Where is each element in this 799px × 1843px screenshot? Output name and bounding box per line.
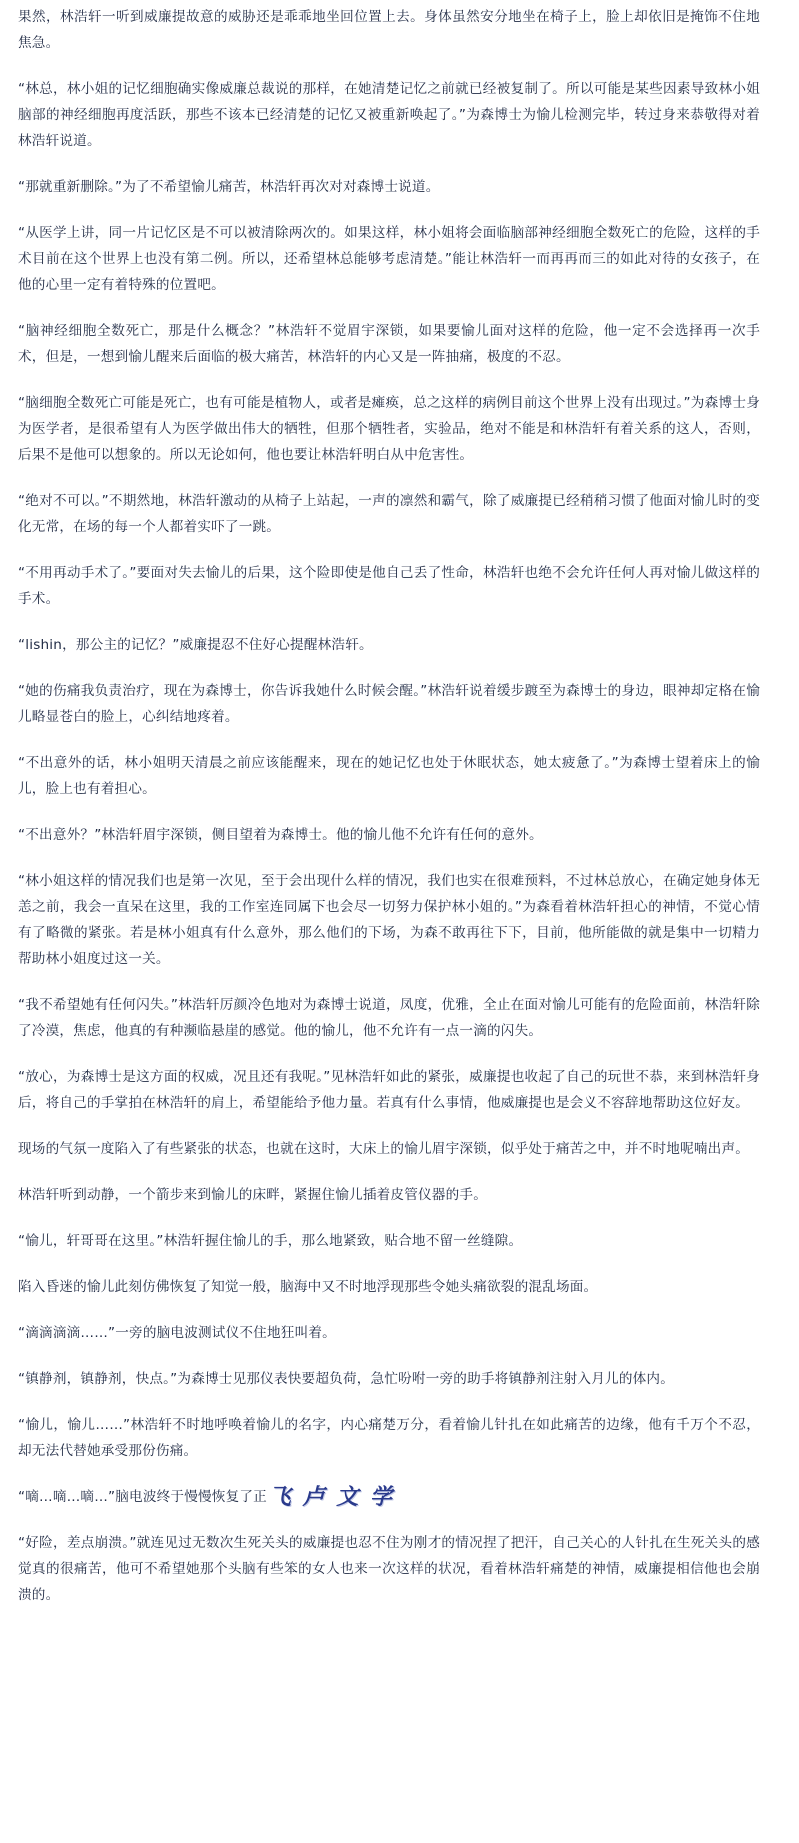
paragraph: 林浩轩听到动静，一个箭步来到愉儿的床畔，紧握住愉儿插着皮管仪器的手。	[18, 1187, 487, 1203]
paragraph: “绝对不可以。”不期然地，林浩轩激动的从椅子上站起，一声的凛然和霸气，除了威廉提已经稍稍习惯了他面对愉儿时的变化无常，在场的每一个人都着实吓了一跳。	[18, 493, 760, 535]
paragraph: “滴滴滴滴……”一旁的脑电波测试仪不住地狂叫着。	[18, 1325, 336, 1341]
paragraph-with-watermark	[18, 1484, 760, 1510]
paragraph: “林小姐这样的情况我们也是第一次见，至于会出现什么样的情况，我们也实在很难预料，不过林总放心，在确定她身体无恙之前，我会一直呆在这里，我的工作室连同属下也会尽一切努力保护林小姐的。”为森看着林浩轩担心的神情，不觉心情有了略微的紧张。若是林小姐真有什么意外，那么他们的下场，为森不敢再往下下，目前，他所能做的就是集中一切精力帮助林小姐度过这一关。	[18, 873, 760, 967]
paragraph: “镇静剂，镇静剂，快点。”为森博士见那仪表快要超负荷，急忙吩咐一旁的助手将镇静剂注射入月儿的体内。	[18, 1371, 674, 1387]
paragraph: “lishin，那公主的记忆？”威廉提忍不住好心提醒林浩轩。	[18, 637, 373, 653]
paragraph: “放心，为森博士是这方面的权威，况且还有我呢。”见林浩轩如此的紧张，威廉提也收起了自己的玩世不恭，来到林浩轩身后，将自己的手掌拍在林浩轩的肩上，希望能给予他力量。若真有什么事情，他威廉提也是会义不容辞地帮助这位好友。	[18, 1069, 760, 1111]
paragraph: “不用再动手术了。”要面对失去愉儿的后果，这个险即使是他自己丢了性命，林浩轩也绝不会允许任何人再对愉儿做这样的手术。	[18, 565, 760, 607]
paragraph: “脑细胞全数死亡可能是死亡，也有可能是植物人，或者是瘫痪，总之这样的病例目前这个世界上没有出现过。”为森博士身为医学者，是很希望有人为医学做出伟大的牺牲，但那个牺牲者，实验品，绝对不能是和林浩轩有着关系的这人，否则，后果不是他可以想象的。所以无论如何，他也要让林浩轩明白从中危害性。	[18, 395, 760, 463]
paragraph: “不出意外？”林浩轩眉宇深锁，侧目望着为森博士。他的愉儿他不允许有任何的意外。	[18, 827, 543, 843]
paragraph: “我不希望她有任何闪失。”林浩轩厉颜冷色地对为森博士说道，凤度，优雅，全止在面对愉儿可能有的危险面前，林浩轩除了冷漠，焦虑，他真的有种濒临悬崖的感觉。他的愉儿，他不允许有一点一滴的闪失。	[18, 997, 760, 1039]
paragraph: “脑神经细胞全数死亡，那是什么概念？”林浩轩不觉眉宇深锁，如果要愉儿面对这样的危险，他一定不会选择再一次手术，但是，一想到愉儿醒来后面临的极大痛苦，林浩轩的内心又是一阵抽痛，极度的不忍。	[18, 323, 760, 365]
paragraph: “她的伤痛我负责治疗，现在为森博士，你告诉我她什么时候会醒。”林浩轩说着缓步踱至为森博士的身边，眼神却定格在愉儿略显苍白的脸上，心纠结地疼着。	[18, 683, 760, 725]
paragraph: “那就重新删除。”为了不希望愉儿痛苦，林浩轩再次对对森博士说道。	[18, 179, 440, 195]
paragraph: “林总，林小姐的记忆细胞确实像威廉总裁说的那样，在她清楚记忆之前就已经被复制了。所以可能是某些因素导致林小姐脑部的神经细胞再度活跃，那些不该本已经清楚的记忆又被重新唤起了。”为森博士为愉儿检测完毕，转过身来恭敬得对着林浩轩说道。	[18, 81, 760, 149]
paragraph: 现场的气氛一度陷入了有些紧张的状态，也就在这时，大床上的愉儿眉宇深锁，似乎处于痛苦之中，并不时地呢喃出声。	[18, 1141, 750, 1157]
paragraph: 果然，林浩轩一听到威廉提故意的威胁还是乖乖地坐回位置上去。身体虽然安分地坐在椅子上，脸上却依旧是掩饰不住地焦急。	[18, 9, 760, 51]
article-body	[18, 4, 760, 1464]
paragraph: “愉儿，轩哥哥在这里。”林浩轩握住愉儿的手，那么地紧致，贴合地不留一丝缝隙。	[18, 1233, 523, 1249]
paragraph-text: “嘀…嘀…嘀…”脑电波终于慢慢恢复了正	[18, 1489, 267, 1505]
paragraph: “愉儿，愉儿……”林浩轩不时地呼唤着愉儿的名字，内心痛楚万分，看着愉儿针扎在如此痛苦的边缘，他有千万个不忍，却无法代替她承受那份伤痛。	[18, 1417, 760, 1459]
paragraph: 陷入昏迷的愉儿此刻仿佛恢复了知觉一般，脑海中又不时地浮现那些令她头痛欲裂的混乱场面。	[18, 1279, 598, 1295]
watermark-logo: 飞 卢 文 学	[268, 1484, 394, 1510]
article-page	[18, 4, 760, 1839]
final-paragraph: “好险，差点崩溃。”就连见过无数次生死关头的威廉提也忍不住为刚才的情况捏了把汗，自己关心的人针扎在生死关头的感觉真的很痛苦，他可不希望她那个头脑有些笨的女人也来一次这样的状况，看着林浩轩痛楚的神情，威廉提相信他也会崩溃的。	[18, 1535, 760, 1603]
paragraph: “不出意外的话，林小姐明天清晨之前应该能醒来，现在的她记忆也处于休眠状态，她太疲惫了。”为森博士望着床上的愉儿，脸上也有着担心。	[18, 755, 760, 797]
paragraph: “从医学上讲，同一片记忆区是不可以被清除两次的。如果这样，林小姐将会面临脑部神经细胞全数死亡的危险，这样的手术目前在这个世界上也没有第二例。所以，还希望林总能够考虑清楚。”能让林浩轩一而再再而三的如此对待的女孩子，在他的心里一定有着特殊的位置吧。	[18, 225, 760, 293]
